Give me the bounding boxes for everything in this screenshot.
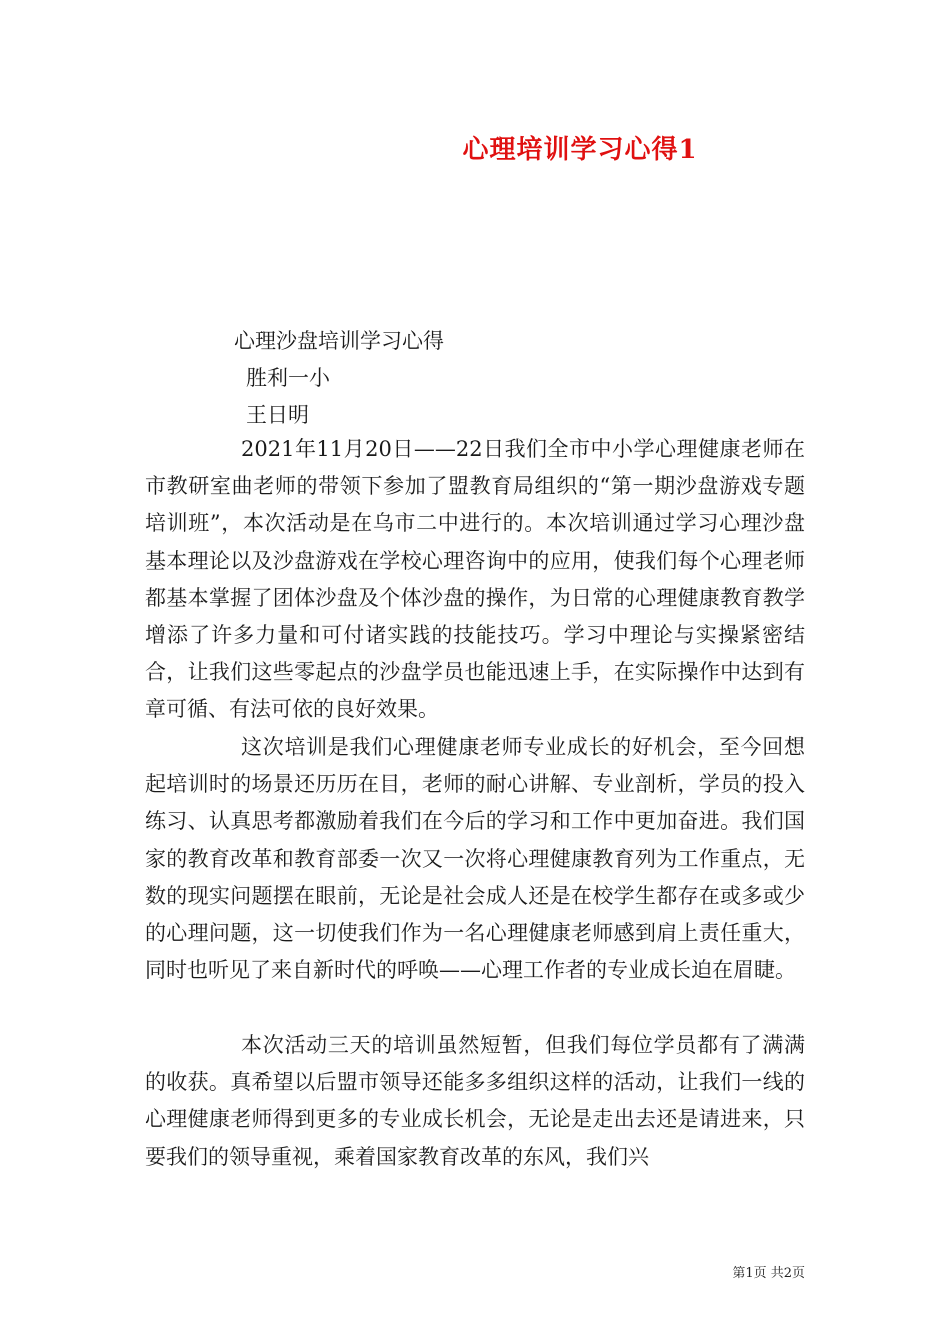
document-subtitle: 心理沙盘培训学习心得 [234,329,444,353]
author-name: 王日明 [246,403,309,427]
body-paragraph-3-block [145,1027,805,1176]
school-name: 胜利一小 [246,366,330,390]
body-paragraph-2-block [145,729,805,989]
body-paragraph: 2021年11月20日——22日我们全市中小学心理健康老师在市教研室曲老师的带领下参加了盟教育局组织的“第一期沙盘游戏专题培训班”，本次活动是在乌市二中进行的。本次培训通过学习心理沙盘基本理论以及沙盘游戏在学校心理咨询中的应用，使我们每个心理老师都基本掌握了团体沙盘及个体沙盘的操作，为日常的心理健康教育教学增添了许多力量和可付诸实践的技能技巧。学习中理论与实操紧密结合，让我们这些零起点的沙盘学员也能迅速上手，在实际操作中达到有章可循、有法可依的良好效果。 [145,437,805,722]
page-number-footer: 第1页 共2页 [732,1266,805,1281]
document-title: 心理培训学习心得1 [462,135,698,165]
body-paragraph: 本次活动三天的培训虽然短暂，但我们每位学员都有了满满的收获。真希望以后盟市领导还能多多组织这样的活动，让我们一线的心理健康老师得到更多的专业成长机会，无论是走出去还是请进来，只要我们的领导重视，乘着国家教育改革的东风，我们兴 [145,1033,805,1169]
body-paragraph: 这次培训是我们心理健康老师专业成长的好机会，至今回想起培训时的场景还历历在目，老师的耐心讲解、专业剖析，学员的投入练习、认真思考都激励着我们在今后的学习和工作中更加奋进。我们国家的教育改革和教育部委一次又一次将心理健康教育列为工作重点，无数的现实问题摆在眼前，无论是社会成人还是在校学生都存在或多或少的心理问题，这一切使我们作为一名心理健康老师感到肩上责任重大，同时也听见了来自新时代的呼唤——心理工作者的专业成长迫在眉睫。 [145,735,805,983]
body-paragraph-1-block [145,431,805,729]
